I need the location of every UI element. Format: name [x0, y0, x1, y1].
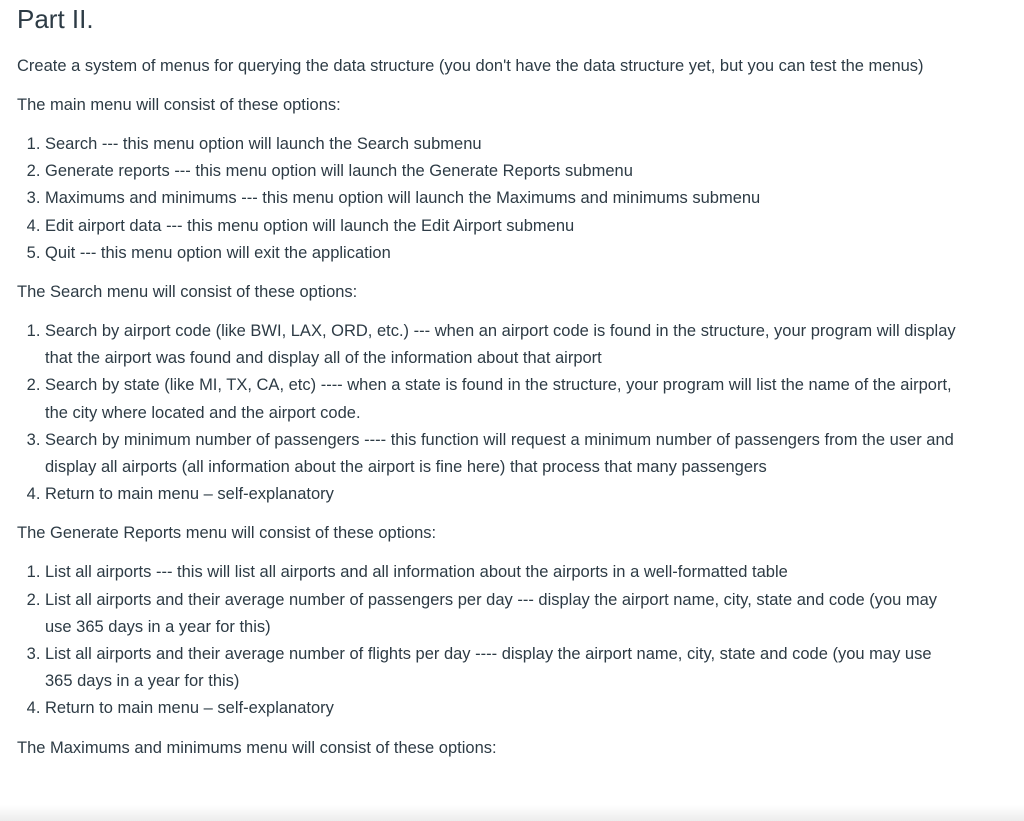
list-item: 5. Quit --- this menu option will exit the application — [45, 240, 957, 267]
list-item: 3. Maximums and minimums --- this menu option will launch the Maximums and minimums submenu — [45, 185, 957, 212]
main-menu-list — [17, 131, 957, 267]
page-title: Part II. — [17, 4, 94, 34]
list-item: 3. Search by minimum number of passengers ---- this function will request a minimum number of passengers from the user and display all airports (all information about the airport is fine here) that process that many passengers — [45, 427, 957, 481]
main-menu-heading: The main menu will consist of these options: — [17, 96, 341, 114]
list-item: 2. Search by state (like MI, TX, CA, etc) ---- when a state is found in the structure, your program will list the name of the airport, the city where located and the airport code. — [45, 372, 957, 426]
list-item: 3. List all airports and their average number of flights per day ---- display the airport name, city, state and code (you may use 365 days in a year for this) — [45, 641, 957, 695]
bottom-fade-divider — [0, 805, 1024, 821]
list-item: 4. Edit airport data --- this menu option will launch the Edit Airport submenu — [45, 213, 957, 240]
search-menu-list — [17, 318, 957, 508]
list-item: 4. Return to main menu – self-explanatory — [45, 481, 957, 508]
assignment-content — [17, 0, 957, 762]
list-item: 1. Search --- this menu option will launch the Search submenu — [45, 131, 957, 158]
reports-menu-list — [17, 559, 957, 722]
list-item: 2. Generate reports --- this menu option will launch the Generate Reports submenu — [45, 158, 957, 185]
list-item: 4. Return to main menu – self-explanatory — [45, 695, 957, 722]
list-item: 1. Search by airport code (like BWI, LAX, ORD, etc.) --- when an airport code is found in the structure, your program will display that the airport was found and display all of the information about that airport — [45, 318, 957, 372]
list-item: 1. List all airports --- this will list all airports and all information about the airports in a well-formatted table — [45, 559, 957, 586]
intro-paragraph: Create a system of menus for querying the data structure (you don't have the data structure yet, but you can test the menus) — [17, 57, 924, 75]
maxmin-menu-heading: The Maximums and minimums menu will consist of these options: — [17, 738, 497, 757]
list-item: 2. List all airports and their average number of passengers per day --- display the airport name, city, state and code (you may use 365 days in a year for this) — [45, 587, 957, 641]
reports-menu-heading: The Generate Reports menu will consist of these options: — [17, 524, 437, 543]
search-menu-heading: The Search menu will consist of these options: — [17, 283, 358, 302]
